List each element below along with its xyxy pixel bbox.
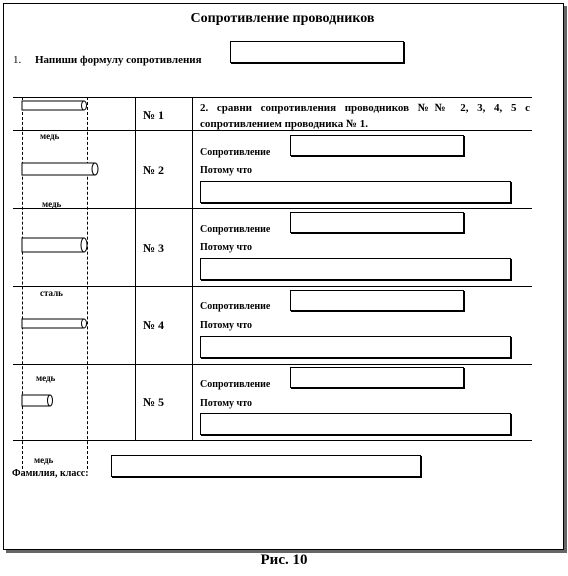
name-class-input[interactable] [111,455,421,477]
row-number-5: № 5 [143,395,165,409]
page-title: Сопротивление проводников [190,11,375,26]
resistance-label: Сопротивление [200,301,271,312]
conductor-5-icon [20,393,56,409]
material-label: медь [40,131,60,141]
resistance-input-2[interactable] [290,135,464,156]
row-number-1: № 1 [143,108,165,122]
table-col-divider-1 [135,97,136,440]
resistance-input-3[interactable] [290,212,464,233]
resistance-label: Сопротивление [200,379,271,390]
material-label: медь [34,455,54,465]
table-line-row2 [13,208,532,209]
resistance-label: Сопротивление [200,224,271,235]
material-label: медь [36,373,56,383]
row-number-4: № 4 [143,318,165,332]
name-class-label: Фамилия, класс: [12,468,89,479]
question-1-number: 1. [13,54,22,66]
formula-input[interactable] [230,41,404,63]
figure-caption: Рис. 10 [260,552,308,568]
because-input-3[interactable] [200,258,511,280]
question-1-text: Напиши формулу сопротивления [35,54,202,66]
guide-dash-right [87,97,88,469]
table-line-top [13,97,532,98]
row-number-2: № 2 [143,163,165,177]
resistance-label: Сопротивление [200,147,271,158]
because-input-2[interactable] [200,181,511,203]
conductor-2-icon [20,161,102,177]
because-label: Потому что [200,398,252,409]
table-col-divider-2 [192,97,193,440]
question-2-text: 2. сравни сопротивления проводников №№ 2, 3, 4, 5 с сопротивлением проводника № 1. [200,102,530,130]
resistance-input-4[interactable] [290,290,464,311]
table-line-row3 [13,286,532,287]
row-number-3: № 3 [143,241,165,255]
conductor-1-icon [20,99,92,113]
because-label: Потому что [200,320,252,331]
conductor-4-icon [20,317,92,331]
conductor-3-icon [20,236,92,254]
table-line-row4 [13,364,532,365]
guide-dash-left [22,97,23,469]
table-line-bottom [13,440,532,441]
because-input-5[interactable] [200,413,511,435]
because-label: Потому что [200,242,252,253]
because-input-4[interactable] [200,336,511,358]
material-label: медь [42,199,62,209]
because-label: Потому что [200,165,252,176]
question-1 [13,54,202,66]
resistance-input-5[interactable] [290,367,464,388]
material-label: сталь [40,288,63,298]
